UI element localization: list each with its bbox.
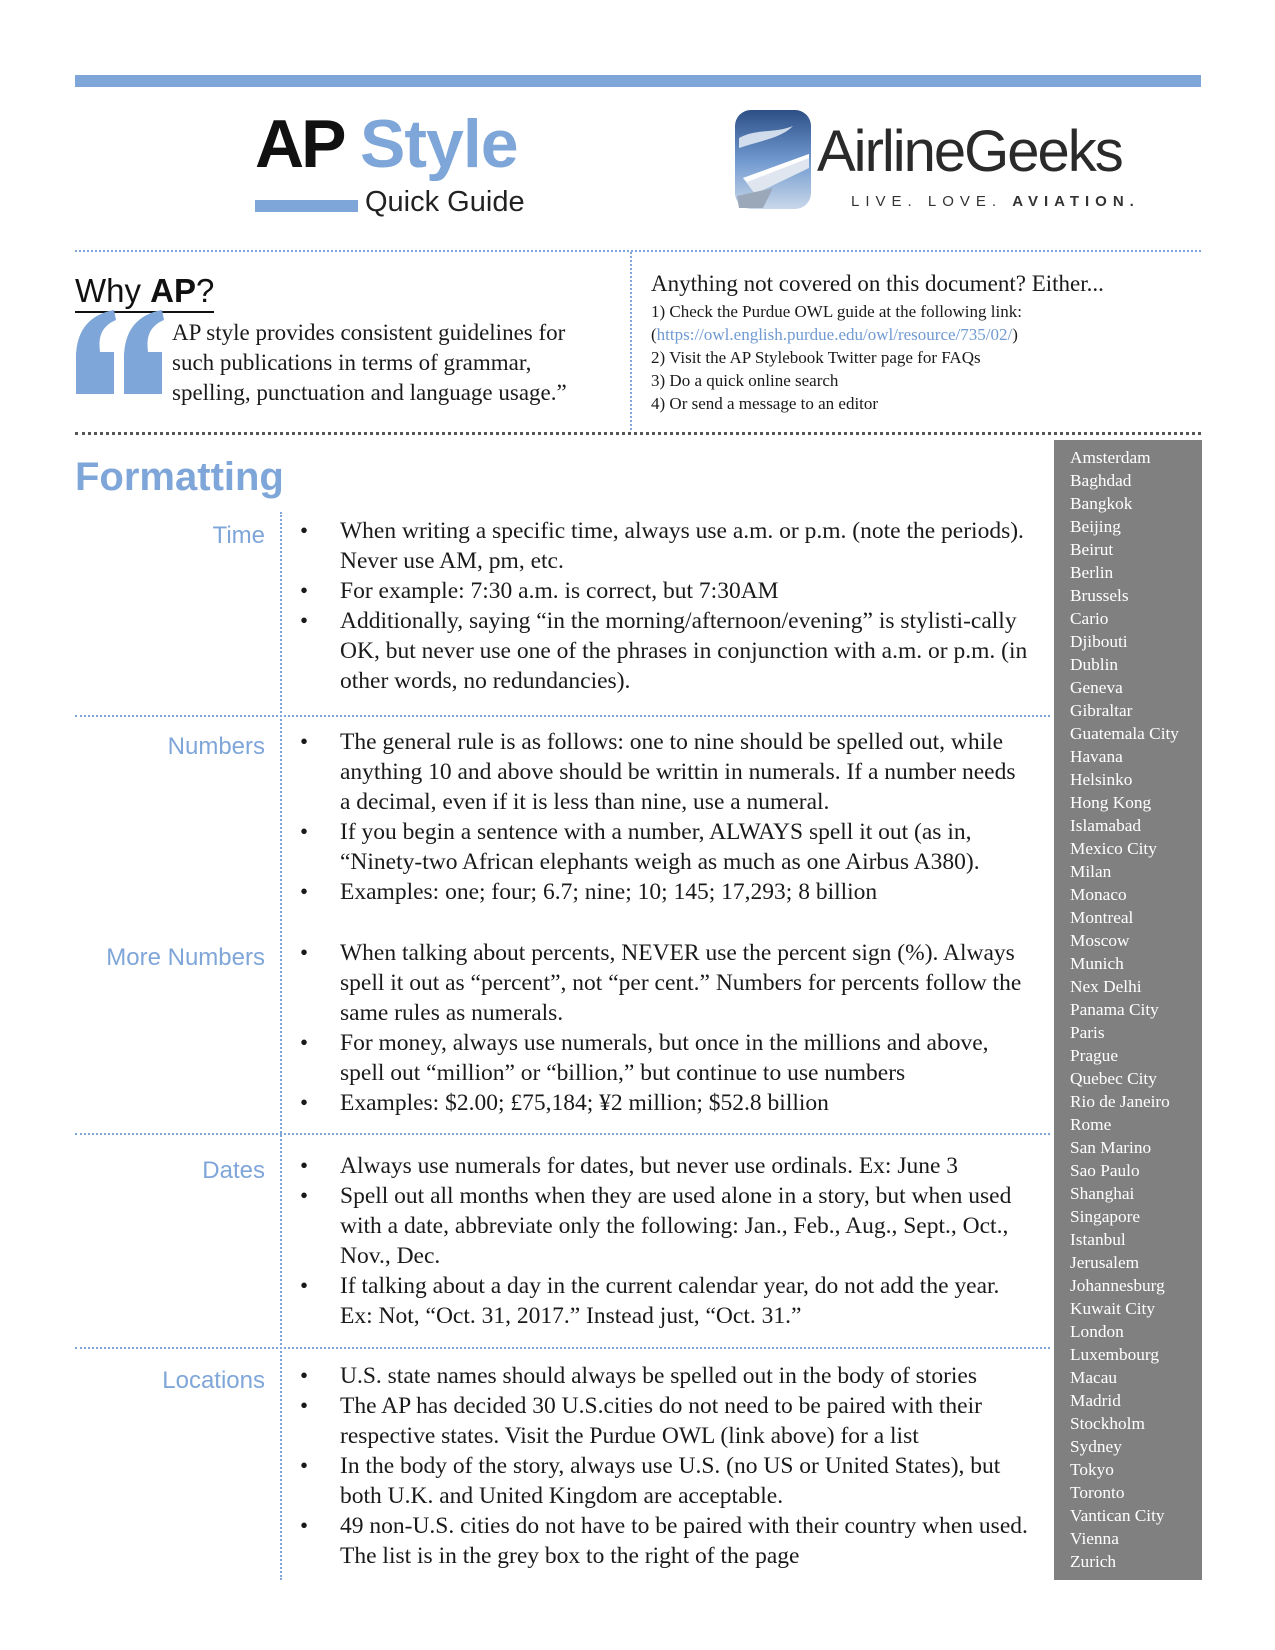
- quote-mark-icon: [70, 306, 170, 406]
- city-item: Beirut: [1070, 540, 1114, 559]
- divider-dates-locations: [75, 1347, 1050, 1349]
- city-item: Jerusalem: [1070, 1253, 1140, 1272]
- city-item: Beijing: [1070, 517, 1121, 536]
- ap-style-logo: [255, 106, 555, 225]
- section-label-locations: Locations: [162, 1367, 265, 1394]
- ap-logo-style: Style: [360, 106, 518, 182]
- city-item: Brussels: [1070, 586, 1129, 605]
- city-item: Hong Kong: [1070, 793, 1152, 812]
- numbers-bullets: [300, 727, 1030, 907]
- city-item: Gibraltar: [1070, 701, 1133, 720]
- not-covered-item-2: 2) Visit the AP Stylebook Twitter page for FAQs: [651, 348, 981, 367]
- section-label-time: Time: [212, 522, 265, 549]
- city-item: Quebec City: [1070, 1069, 1157, 1088]
- airlinegeeks-tagline: LIVE. LOVE. AVIATION.: [851, 193, 1140, 210]
- city-item: Shanghai: [1070, 1184, 1135, 1203]
- ap-logo-subtitle: Quick Guide: [365, 186, 525, 218]
- city-item: Islamabad: [1070, 816, 1142, 835]
- list-item: • Always use numerals for dates, but never use ordinals. Ex: June 3: [300, 1151, 1030, 1181]
- city-item: Tokyo: [1070, 1460, 1114, 1479]
- purdue-owl-link[interactable]: https://owl.english.purdue.edu/owl/resource/735/02/: [656, 325, 1013, 344]
- city-item: Prague: [1070, 1046, 1118, 1065]
- city-item: Mexico City: [1070, 839, 1157, 858]
- city-item: Sao Paulo: [1070, 1161, 1140, 1180]
- list-item: • The general rule is as follows: one to nine should be spelled out, while anything 10 and above should be writtin in numerals. If a number needs a decimal, even if it is less than nine, use a numeral.: [300, 727, 1030, 817]
- divider-formatting-vertical: [280, 512, 282, 1580]
- city-item: Bangkok: [1070, 494, 1133, 513]
- city-item: Zurich: [1070, 1552, 1117, 1571]
- ap-logo-ap: AP: [255, 106, 344, 182]
- city-item: Stockholm: [1070, 1414, 1145, 1433]
- divider-header: [75, 250, 1201, 252]
- city-list: [1054, 440, 1202, 1573]
- city-item: Munich: [1070, 954, 1124, 973]
- city-item: Johannesburg: [1070, 1276, 1165, 1295]
- city-item: San Marino: [1070, 1138, 1152, 1157]
- city-item: Kuwait City: [1070, 1299, 1155, 1318]
- list-item: • 49 non-U.S. cities do not have to be paired with their country when used. The list is in the grey box to the right of the page: [300, 1511, 1030, 1571]
- not-covered-link-line: (https://owl.english.purdue.edu/owl/resource/735/02/): [651, 325, 1018, 344]
- city-item: Rio de Janeiro: [1070, 1092, 1170, 1111]
- city-item: Monaco: [1070, 885, 1127, 904]
- divider-time-numbers: [75, 715, 1050, 717]
- city-item: Toronto: [1070, 1483, 1125, 1502]
- city-item: Istanbul: [1070, 1230, 1126, 1249]
- top-accent-bar: [75, 75, 1201, 87]
- city-item: Moscow: [1070, 931, 1130, 950]
- time-bullets: [300, 516, 1030, 696]
- city-item: Sydney: [1070, 1437, 1122, 1456]
- city-item: Havana: [1070, 747, 1123, 766]
- section-label-more-numbers: More Numbers: [106, 944, 265, 971]
- more-numbers-bullets: [300, 938, 1030, 1118]
- city-list-box: [1054, 440, 1202, 1580]
- city-item: Montreal: [1070, 908, 1134, 927]
- list-item: • For example: 7:30 a.m. is correct, but 7:30AM: [300, 576, 1030, 606]
- city-item: Dublin: [1070, 655, 1119, 674]
- list-item: • For money, always use numerals, but once in the millions and above, spell out “million” or “billion,” but continue to use numbers: [300, 1028, 1030, 1088]
- why-ap-quote: AP style provides consistent guidelines for such publications in terms of grammar, spelling, punctuation and language usage.”: [172, 320, 567, 405]
- city-item: Cario: [1070, 609, 1109, 628]
- city-item: Milan: [1070, 862, 1112, 881]
- section-label-dates: Dates: [202, 1157, 265, 1184]
- list-item: • Spell out all months when they are used alone in a story, but when used with a date, abbreviate only the following: Jan., Feb., Aug., Sept., Oct., Nov., Dec.: [300, 1181, 1030, 1271]
- why-ap-heading: Why AP?: [75, 272, 214, 313]
- city-item: Madrid: [1070, 1391, 1121, 1410]
- list-item: • If you begin a sentence with a number, ALWAYS spell it out (as in, “Ninety-two African elephants weigh as much as one Airbus A380).: [300, 817, 1030, 877]
- city-item: Berlin: [1070, 563, 1114, 582]
- list-item: • U.S. state names should always be spelled out in the body of stories: [300, 1361, 1030, 1391]
- divider-formatting: [75, 432, 1201, 435]
- city-item: Rome: [1070, 1115, 1112, 1134]
- locations-bullets: [300, 1361, 1030, 1571]
- formatting-heading: Formatting: [75, 455, 284, 499]
- list-item: • If talking about a day in the current calendar year, do not add the year. Ex: Not, “Oct. 31, 2017.” Instead just, “Oct. 31.”: [300, 1271, 1030, 1331]
- list-item: • The AP has decided 30 U.S.cities do not need to be paired with their respective states. Visit the Purdue OWL (link above) for a list: [300, 1391, 1030, 1451]
- city-item: Djibouti: [1070, 632, 1128, 651]
- not-covered-item-3: 3) Do a quick online search: [651, 371, 839, 390]
- city-item: Baghdad: [1070, 471, 1132, 490]
- list-item: • When talking about percents, NEVER use the percent sign (%). Always spell it out as “percent”, not “per cent.” Numbers for percents follow the same rules as numerals.: [300, 938, 1030, 1028]
- list-item: • In the body of the story, always use U.S. (no US or United States), but both U.K. and United Kingdom are acceptable.: [300, 1451, 1030, 1511]
- city-item: Paris: [1070, 1023, 1105, 1042]
- list-item: • When writing a specific time, always use a.m. or p.m. (note the periods). Never use AM, pm, etc.: [300, 516, 1030, 576]
- city-item: London: [1070, 1322, 1124, 1341]
- not-covered-item-4: 4) Or send a message to an editor: [651, 394, 879, 413]
- city-item: Nex Delhi: [1070, 977, 1142, 996]
- ap-logo-bar: [255, 200, 358, 212]
- section-label-numbers: Numbers: [167, 733, 265, 760]
- city-item: Panama City: [1070, 1000, 1159, 1019]
- city-item: Helsinko: [1070, 770, 1133, 789]
- airplane-wing-icon: [733, 108, 813, 211]
- airlinegeeks-logo: [733, 108, 1193, 218]
- list-item: • Examples: $2.00; £75,184; ¥2 million; $52.8 billion: [300, 1088, 1030, 1118]
- city-item: Macau: [1070, 1368, 1118, 1387]
- list-item: • Additionally, saying “in the morning/afternoon/evening” is stylisti-cally OK, but never use one of the phrases in conjunction with a.m. or p.m. (in other words, no redundancies).: [300, 606, 1030, 696]
- not-covered-item-1: 1) Check the Purdue OWL guide at the following link:: [651, 302, 1022, 321]
- not-covered-question: Anything not covered on this document? Either...: [651, 271, 1104, 296]
- not-covered-panel: [651, 270, 1211, 415]
- city-item: Geneva: [1070, 678, 1123, 697]
- city-item: Amsterdam: [1070, 448, 1151, 467]
- city-item: Guatemala City: [1070, 724, 1179, 743]
- divider-why-vertical: [630, 252, 632, 430]
- airlinegeeks-name: AirlineGeeks: [817, 119, 1122, 184]
- city-item: Vienna: [1070, 1529, 1119, 1548]
- list-item: • Examples: one; four; 6.7; nine; 10; 145; 17,293; 8 billion: [300, 877, 1030, 907]
- dates-bullets: [300, 1151, 1030, 1331]
- divider-numbers-dates: [75, 1133, 1050, 1135]
- city-item: Vantican City: [1070, 1506, 1165, 1525]
- city-item: Singapore: [1070, 1207, 1141, 1226]
- city-item: Luxembourg: [1070, 1345, 1159, 1364]
